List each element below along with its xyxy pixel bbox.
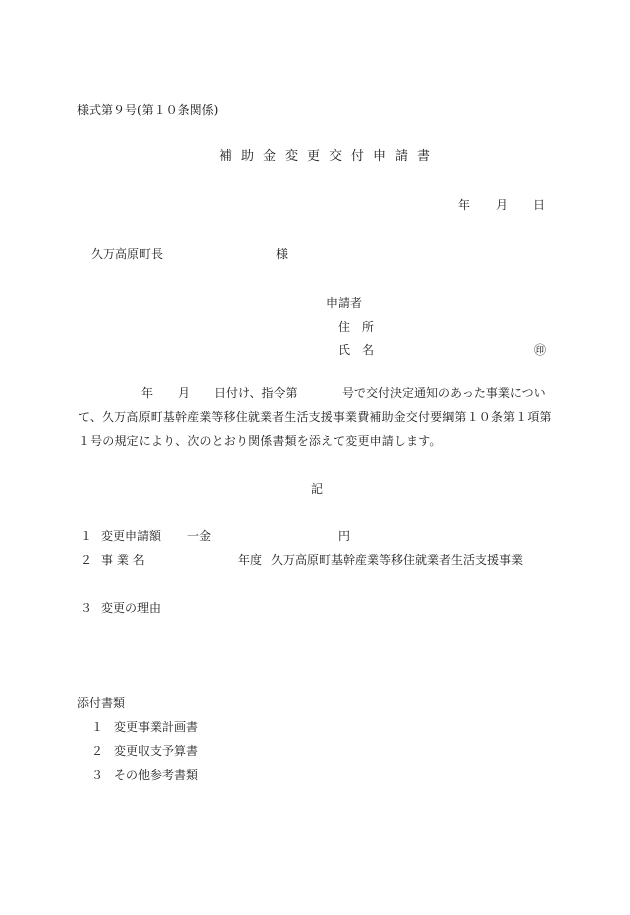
- document-title: 補助金変更交付申請書: [219, 149, 440, 164]
- attachment-2-label: 変更収支予算書: [114, 744, 199, 758]
- body-line1-rest: 号で交付決定通知のあった事業につい: [342, 386, 546, 400]
- addressee-name: 久万高原町長: [91, 247, 164, 261]
- address-label: 住 所: [338, 320, 375, 334]
- name-label: 氏 名: [338, 343, 375, 357]
- applicant-heading: 申請者: [326, 296, 363, 310]
- attachment-1-label: 変更事業計画書: [114, 720, 199, 734]
- ki-heading: 記: [311, 482, 324, 496]
- body-year: 年: [141, 386, 154, 400]
- body-line2: て、久万高原町基幹産業等移住就業者生活支援事業費補助金交付要綱第１０条第１項第: [78, 410, 552, 424]
- item-2-year-suffix: 年度: [238, 553, 263, 567]
- item-1-number: １: [80, 529, 93, 543]
- body-line3: １号の規定により、次のとおり関係書類を添えて変更申請します。: [78, 434, 442, 448]
- item-1-label: 変更申請額: [101, 529, 162, 543]
- date-month: 月: [496, 198, 509, 212]
- date-day: 日: [533, 198, 546, 212]
- item-2-label: 事 業 名: [101, 553, 145, 567]
- attachment-3-number: ３: [91, 768, 104, 782]
- attachment-3-label: その他参考書類: [114, 768, 199, 782]
- item-1-unit: 円: [338, 529, 351, 543]
- seal-mark: ㊞: [534, 343, 547, 357]
- addressee-honorific: 様: [276, 247, 289, 261]
- form-number: 様式第９号(第１０条関係): [77, 103, 219, 117]
- date-year: 年: [458, 198, 471, 212]
- item-1-prefix: 一金: [187, 529, 212, 543]
- attachments-heading: 添付書類: [77, 696, 126, 710]
- item-2-number: ２: [80, 553, 93, 567]
- attachment-1-number: １: [91, 720, 104, 734]
- item-3-label: 変更の理由: [101, 601, 162, 615]
- item-2-project: 久万高原町基幹産業等移住就業者生活支援事業: [271, 553, 524, 567]
- body-dated: 日付け、指令第: [214, 386, 298, 400]
- attachment-2-number: ２: [91, 744, 104, 758]
- body-month: 月: [178, 386, 191, 400]
- item-3-number: ３: [80, 601, 93, 615]
